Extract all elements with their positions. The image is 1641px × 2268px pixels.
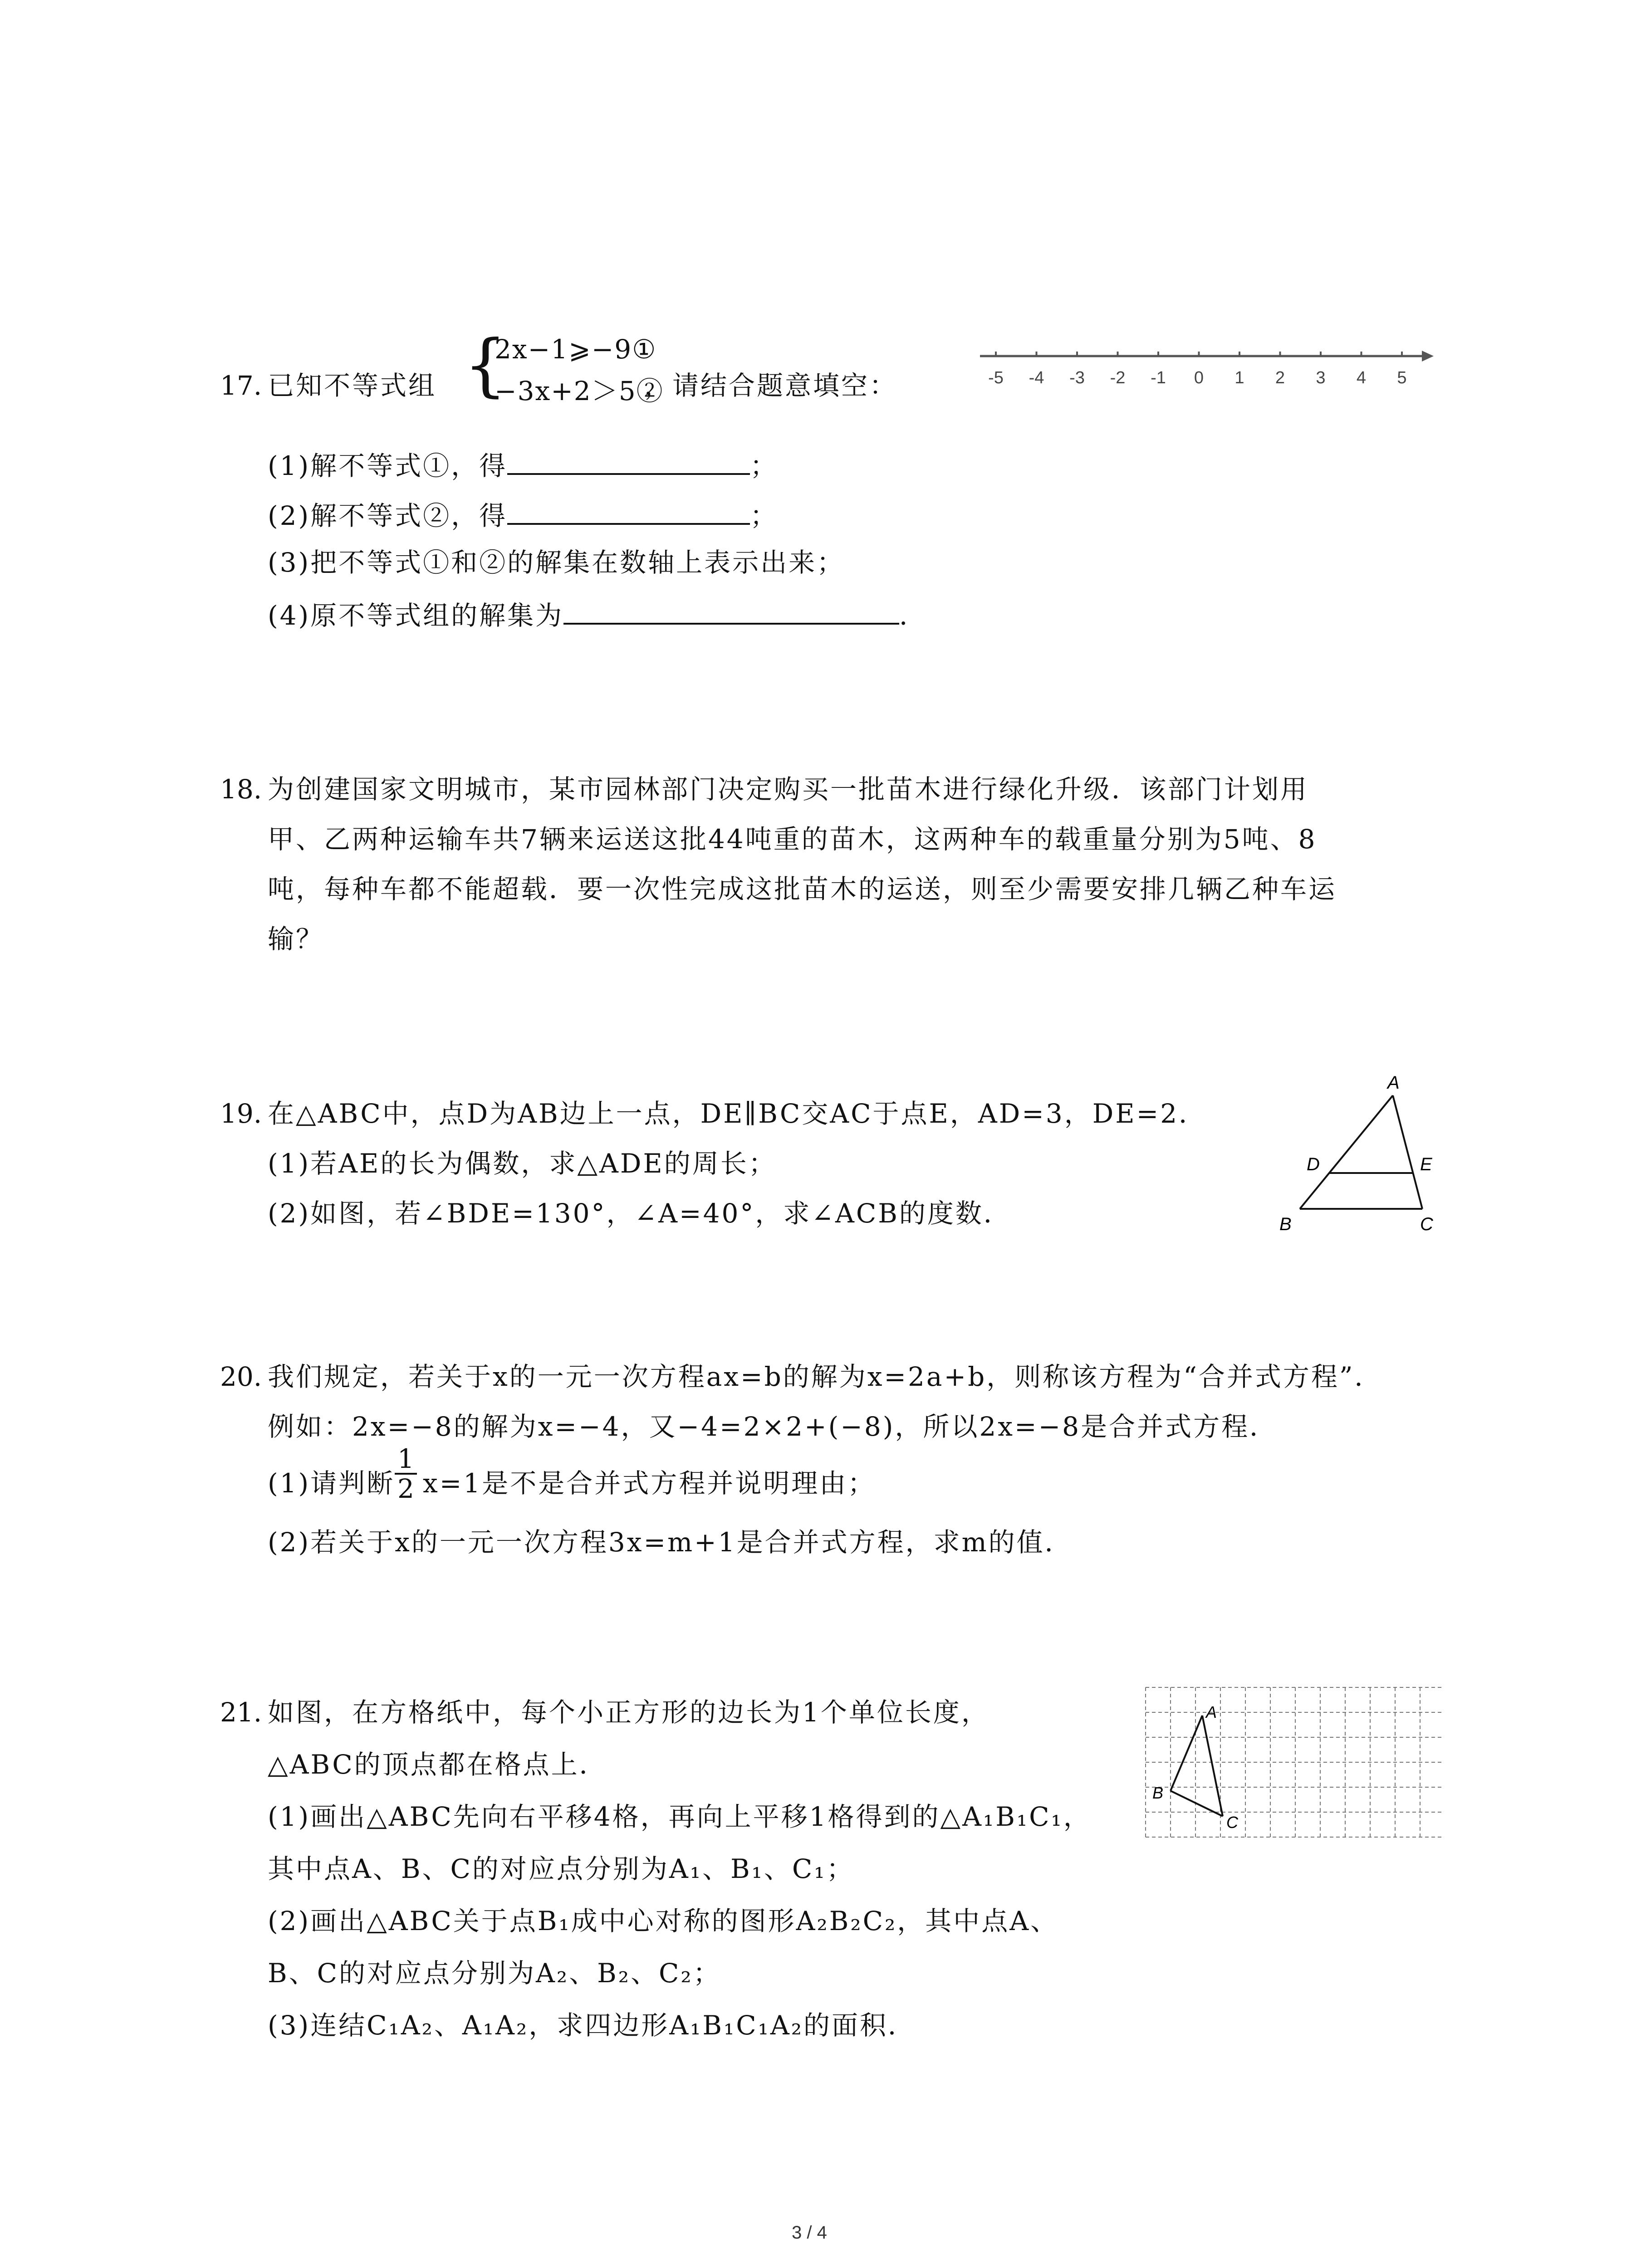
q17-number: 17. xyxy=(220,370,262,401)
q18-text-1: 为创建国家文明城市，某市园林部门决定购买一批苗木进行绿化升级．该部门计划用 xyxy=(268,774,1309,805)
q17-part-3: (3)把不等式①和②的解集在数轴上表示出来； xyxy=(268,547,845,578)
q17-part-4-blank[interactable] xyxy=(563,596,899,625)
q19-line-2: (1)若AE的长为偶数，求△ADE的周长； xyxy=(268,1148,777,1179)
tick-label: 2 xyxy=(1275,368,1285,387)
q21-line-1 xyxy=(220,1696,989,1728)
segment-AB xyxy=(1300,1095,1393,1209)
label-B: B xyxy=(1152,1784,1164,1802)
q17-part-1-blank[interactable] xyxy=(507,447,750,475)
q17-part-1-label: (1)解不等式①，得 xyxy=(268,450,508,481)
label-D: D xyxy=(1307,1154,1320,1174)
q19-number: 19. xyxy=(220,1098,262,1129)
q17-system-brace: { xyxy=(464,326,507,405)
tick-label: -2 xyxy=(1110,368,1126,387)
tick-label: -3 xyxy=(1069,368,1085,387)
q20-line-3-post: x=1是不是合并式方程并说明理由； xyxy=(423,1468,876,1499)
q17-part-1 xyxy=(268,447,778,482)
q21-number: 21. xyxy=(220,1697,262,1728)
label-B: B xyxy=(1279,1214,1292,1234)
q21-line-3: (1)画出△ABC先向右平移4格，再向上平移1格得到的△A₁B₁C₁， xyxy=(268,1801,1092,1832)
q17-part-2-blank[interactable] xyxy=(507,497,750,525)
page-number: 3 / 4 xyxy=(792,2223,827,2243)
q20-fraction-one-half xyxy=(395,1445,417,1503)
fraction-denominator: 2 xyxy=(397,1473,414,1504)
q21-line-6: B、C的对应点分别为A₂、B₂、C₂； xyxy=(268,1958,721,1989)
q20-line-1 xyxy=(220,1361,1383,1393)
label-C: C xyxy=(1226,1813,1238,1832)
tick-label: 1 xyxy=(1234,368,1244,387)
q19-text-1: 在△ABC中，点D为AB边上一点，DE∥BC交AC于点E，AD=3，DE=2． xyxy=(268,1098,1207,1129)
q21-line-2: △ABC的顶点都在格点上． xyxy=(268,1749,607,1780)
q17-part-4 xyxy=(268,596,927,631)
q17-part-1-end: ； xyxy=(750,450,779,481)
q18-line-3: 吨，每种车都不能超载．要一次性完成这批苗木的运送，则至少需要安排几辆乙种车运 xyxy=(268,874,1337,904)
q17-part-4-end: ． xyxy=(899,600,928,631)
label-E: E xyxy=(1420,1154,1432,1174)
q20-line-3-pre: (1)请判断 xyxy=(268,1468,395,1499)
q19-line-3: (2)如图，若∠BDE=130°，∠A=40°，求∠ACB的度数． xyxy=(268,1198,1012,1229)
dashed-grid xyxy=(1146,1687,1443,1837)
q17-part-2 xyxy=(268,497,778,532)
tick-label: 0 xyxy=(1194,368,1204,387)
q17-inequality-1: 2x−1⩾−9① xyxy=(495,334,657,365)
q20-line-4: (2)若关于x的一元一次方程3x=m+1是合并式方程，求m的值． xyxy=(268,1527,1073,1558)
q18-line-1 xyxy=(220,773,1308,805)
segment-AC xyxy=(1393,1095,1422,1209)
q17-part-4-label: (4)原不等式组的解集为 xyxy=(268,600,564,631)
tick-label: -1 xyxy=(1151,368,1166,387)
tick-label: 3 xyxy=(1316,368,1326,387)
q21-line-5: (2)画出△ABC关于点B₁成中心对称的图形A₂B₂C₂，其中点A、 xyxy=(268,1906,1059,1936)
fraction-numerator: 1 xyxy=(395,1445,417,1475)
q19-triangle-figure xyxy=(1261,1070,1452,1234)
label-A: A xyxy=(1206,1703,1217,1721)
q17-lead-text: 已知不等式组 xyxy=(268,370,437,401)
q21-line-4: 其中点A、B、C的对应点分别为A₁、B₁、C₁； xyxy=(268,1853,855,1884)
q20-number: 20. xyxy=(220,1361,262,1392)
label-C: C xyxy=(1420,1214,1433,1234)
q20-line-2: 例如：2x=−8的解为x=−4，又−4=2×2+(−8)，所以2x=−8是合并式方程． xyxy=(268,1411,1278,1442)
q18-line-4: 输？ xyxy=(268,924,324,954)
q21-text-1: 如图，在方格纸中，每个小正方形的边长为1个单位长度， xyxy=(268,1697,989,1728)
tick-label: 4 xyxy=(1356,368,1367,387)
q17-part-2-end: ； xyxy=(750,500,779,531)
label-A: A xyxy=(1387,1073,1400,1093)
q21-grid-figure xyxy=(1143,1685,1443,1848)
q18-number: 18. xyxy=(220,774,262,805)
tick-label: 5 xyxy=(1397,368,1407,387)
q19-line-1 xyxy=(220,1098,1207,1129)
tick-label: -4 xyxy=(1029,368,1044,387)
number-line-arrow xyxy=(1422,351,1434,362)
q21-line-7: (3)连结C₁A₂、A₁A₂，求四边形A₁B₁C₁A₂的面积． xyxy=(268,2010,916,2041)
q17-part-2-label: (2)解不等式②，得 xyxy=(268,500,508,531)
q17-tail: ，请结合题意填空： xyxy=(644,370,898,401)
tick-label: -5 xyxy=(988,368,1004,387)
q17-inequality-2: −3x+2＞5② xyxy=(495,376,664,406)
q17-number-line xyxy=(975,338,1438,397)
segment-AC xyxy=(1202,1716,1223,1816)
q20-text-1: 我们规定，若关于x的一元一次方程ax=b的解为x=2a+b，则称该方程为“合并式方程”． xyxy=(268,1361,1383,1392)
q18-line-2: 甲、乙两种运输车共7辆来运送这批44吨重的苗木，这两种车的载重量分别为5吨、8 xyxy=(268,824,1317,855)
q17-lead xyxy=(220,370,436,401)
segment-AB xyxy=(1171,1716,1202,1791)
